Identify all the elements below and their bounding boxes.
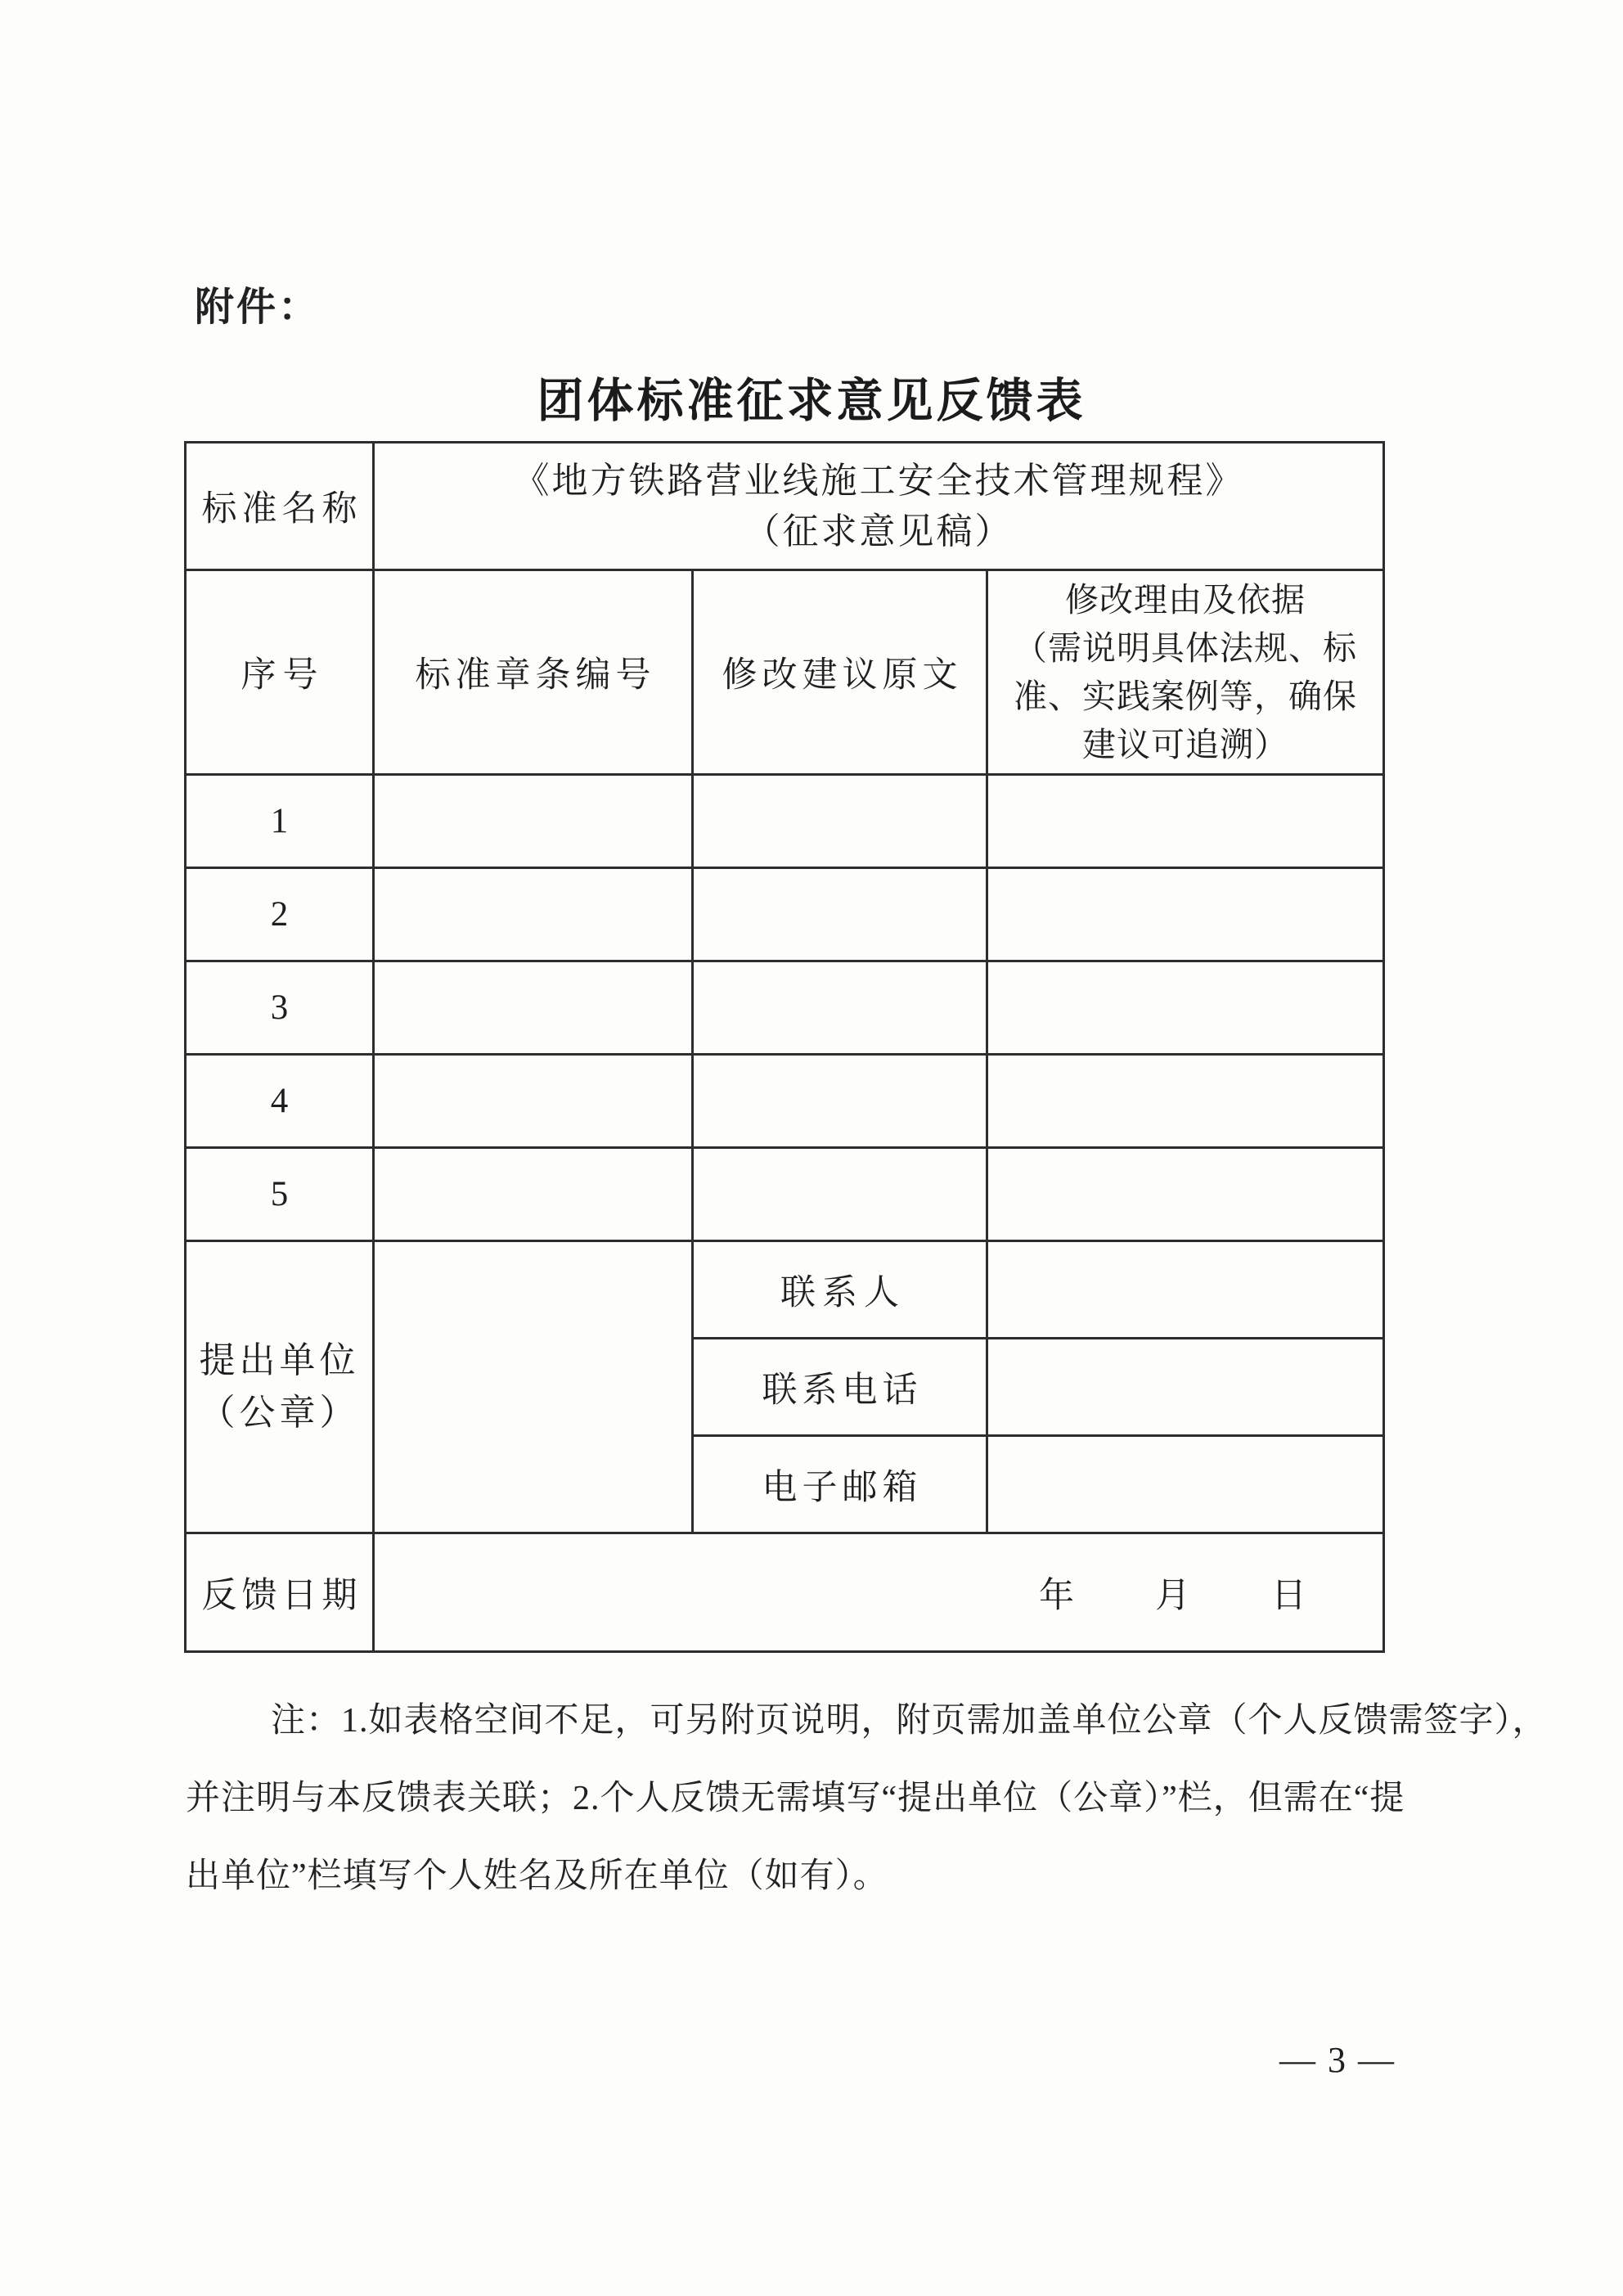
unit-row-contact [186, 1241, 1384, 1339]
reason-cell-empty [987, 1148, 1384, 1241]
suggestion-cell-empty [693, 868, 987, 961]
footnote-line3: 出单位”栏填写个人姓名及所在单位（如有）。 [186, 1857, 888, 1895]
suggestion-cell-empty [693, 961, 987, 1055]
reason-cell-empty [987, 1055, 1384, 1148]
month-label: 月 [1155, 1576, 1192, 1615]
suggestion-cell-empty [693, 775, 987, 868]
clause-cell-empty [374, 1148, 693, 1241]
feedback-date-row [186, 1533, 1384, 1652]
header-reason-line2: （需说明具体法规、标 [1014, 628, 1358, 667]
attachment-label: 附件： [195, 286, 321, 329]
table-row [186, 1148, 1384, 1241]
standard-name-label: 标准名称 [186, 443, 374, 570]
table-row [186, 868, 1384, 961]
date-label: 反馈日期 [186, 1533, 374, 1652]
table-row [186, 775, 1384, 868]
standard-name-row [186, 443, 1384, 570]
clause-cell-empty [374, 1055, 693, 1148]
header-clause: 标准章条编号 [374, 570, 693, 775]
contact-value-empty [987, 1241, 1384, 1339]
table-row [186, 961, 1384, 1055]
clause-cell-empty [374, 961, 693, 1055]
clause-cell-empty [374, 775, 693, 868]
row-number: 5 [186, 1148, 374, 1241]
footnote-line2: 并注明与本反馈表关联；2.个人反馈无需填写“提出单位（公章）”栏，但需在“提 [186, 1780, 1405, 1817]
unit-seal-cell-empty [374, 1241, 693, 1533]
standard-name-line2: （征求意见稿） [744, 511, 1014, 551]
header-reason-line1: 修改理由及依据 [1065, 580, 1306, 619]
reason-cell-empty [987, 868, 1384, 961]
header-no: 序号 [186, 570, 374, 775]
day-label: 日 [1271, 1576, 1308, 1615]
table-row [186, 1055, 1384, 1148]
header-suggestion: 修改建议原文 [693, 570, 987, 775]
year-label: 年 [1039, 1576, 1076, 1615]
row-number: 2 [186, 868, 374, 961]
feedback-table [184, 441, 1385, 1653]
row-number: 1 [186, 775, 374, 868]
header-reason [987, 570, 1384, 775]
email-label: 电子邮箱 [693, 1436, 987, 1533]
row-number: 3 [186, 961, 374, 1055]
page-title: 团体标准征求意见反馈表 [537, 376, 1086, 427]
unit-label-line1: 提出单位 [199, 1340, 360, 1380]
phone-label: 联系电话 [693, 1339, 987, 1436]
standard-name-line1: 《地方铁路营业线施工安全技术管理规程》 [513, 460, 1244, 501]
phone-value-empty [987, 1339, 1384, 1436]
email-value-empty [987, 1436, 1384, 1533]
unit-label-line2: （公章） [199, 1393, 360, 1433]
footnotes [186, 1682, 1548, 1916]
date-value-cell [374, 1533, 1384, 1652]
header-reason-line3: 准、实践案例等，确保 [1014, 677, 1358, 715]
contact-label: 联系人 [693, 1241, 987, 1339]
suggestion-cell-empty [693, 1055, 987, 1148]
clause-cell-empty [374, 868, 693, 961]
page-number: — 3 — [1279, 2040, 1396, 2080]
reason-cell-empty [987, 775, 1384, 868]
date-ymd [375, 1568, 1382, 1618]
reason-cell-empty [987, 961, 1384, 1055]
unit-label [186, 1241, 374, 1533]
standard-name-value [374, 443, 1384, 570]
suggestion-cell-empty [693, 1148, 987, 1241]
row-number: 4 [186, 1055, 374, 1148]
footnote-line1: 注：1.如表格空间不足，可另附页说明，附页需加盖单位公章（个人反馈需签字）， [271, 1702, 1548, 1740]
table-header-row [186, 570, 1384, 775]
header-reason-line4: 建议可追溯） [1082, 725, 1289, 763]
